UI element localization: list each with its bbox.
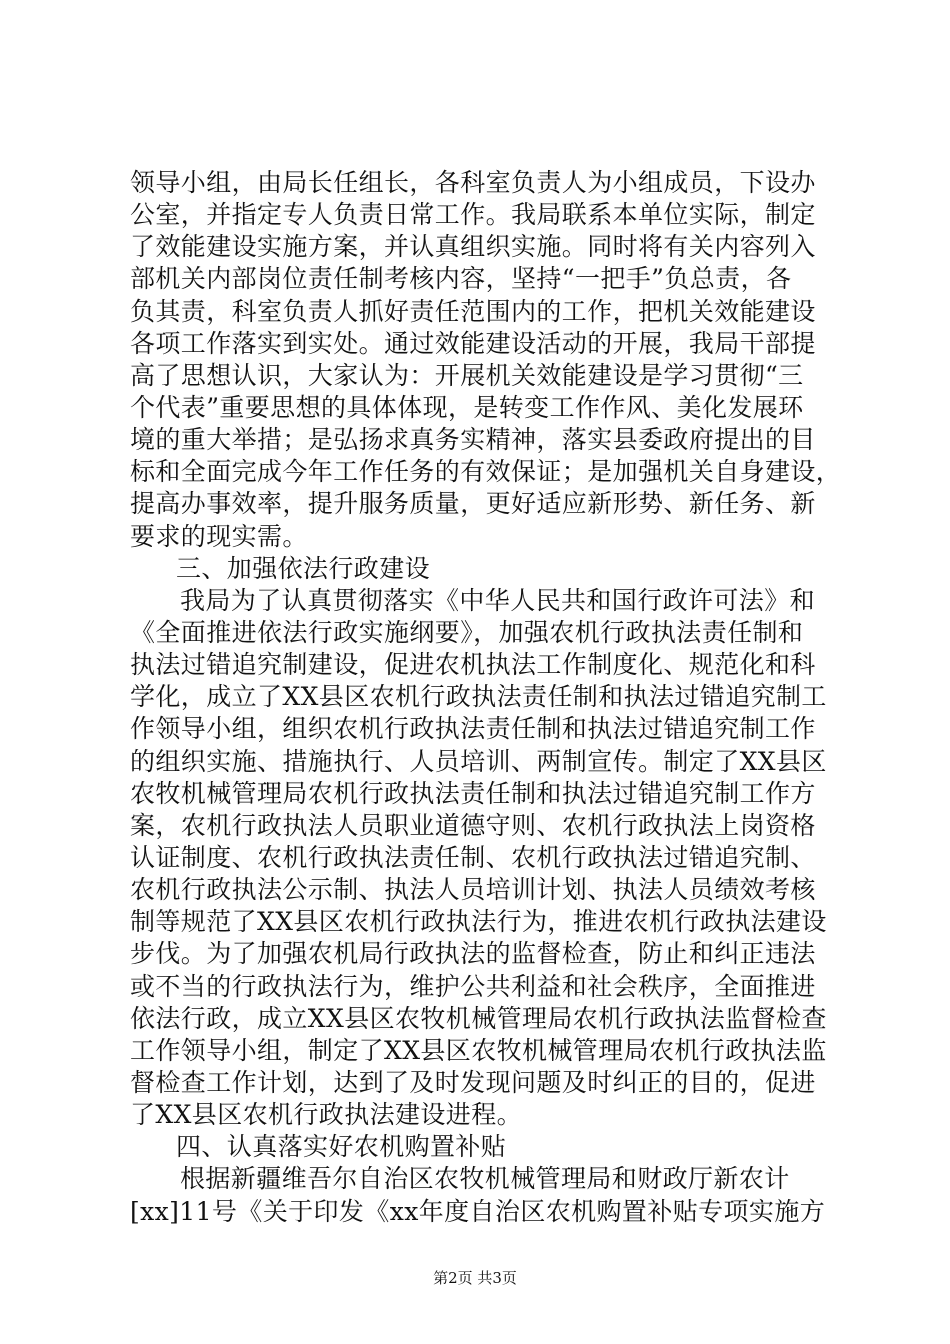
paragraph-start-line: 我局为了认真贯彻落实《中华人民共和国行政许可法》和	[180, 585, 816, 615]
text-line: [xx]11号《关于印发《xx年度自治区农机购置补贴专项实施方	[130, 1196, 826, 1226]
text-line: 制等规范了XX县区农机行政执法行为，推进农机行政执法建设	[130, 907, 827, 937]
text-line: 《全面推进依法行政实施纲要》，加强农机行政执法责任制和	[130, 617, 804, 647]
page-footer	[0, 1268, 950, 1288]
section-heading-3: 三、加强依法行政建设	[176, 553, 431, 583]
text-line: 工作领导小组，制定了XX县区农牧机械管理局农机行政执法监	[130, 1035, 827, 1065]
section-heading-4: 四、认真落实好农机购置补贴	[176, 1132, 507, 1162]
text-line: 境的重大举措；是弘扬求真务实精神，落实县委政府提出的目	[130, 425, 816, 455]
text-line: 领导小组，由局长任组长，各科室负责人为小组成员，下设办	[130, 168, 816, 197]
text-line: 各项工作落实到实处。通过效能建设活动的开展，我局干部提	[130, 328, 816, 358]
text-line: 的组织实施、措施执行、人员培训、两制宣传。制定了XX县区	[130, 746, 827, 776]
text-line: 个代表”重要思想的具体体现，是转变工作作风、美化发展环	[130, 392, 804, 422]
text-line: 农牧机械管理局农机行政执法责任制和执法过错追究制工作方	[130, 778, 816, 808]
text-line: 高了思想认识，大家认为：开展机关效能建设是学习贯彻“三	[130, 360, 804, 390]
paragraph-start-line: 根据新疆维吾尔自治区农牧机械管理局和财政厅新农计	[180, 1164, 790, 1194]
text-line: 部机关内部岗位责任制考核内容，坚持“一把手”负总责，各	[130, 264, 792, 294]
text-line: 依法行政，成立XX县区农牧机械管理局农机行政执法监督检查	[130, 1003, 827, 1033]
text-line: 了效能建设实施方案，并认真组织实施。同时将有关内容列入	[130, 232, 816, 262]
text-line: 督检查工作计划，达到了及时发现问题及时纠正的目的，促进	[130, 1067, 816, 1097]
text-line: 或不当的行政执法行为，维护公共利益和社会秩序，全面推进	[130, 971, 816, 1001]
text-line: 案，农机行政执法人员职业道德守则、农机行政执法上岗资格	[130, 810, 816, 840]
page-number: 第2页 共3页	[433, 1269, 517, 1287]
text-line: 提高办事效率，提升服务质量，更好适应新形势、新任务、新	[130, 489, 816, 519]
text-line: 负其责，科室负责人抓好责任范围内的工作，把机关效能建设	[130, 296, 816, 326]
text-line: 认证制度、农机行政执法责任制、农机行政执法过错追究制、	[130, 842, 816, 872]
text-line: 农机行政执法公示制、执法人员培训计划、执法人员绩效考核	[130, 875, 816, 905]
text-line: 标和全面完成今年工作任务的有效保证；是加强机关自身建设，	[130, 457, 842, 487]
text-line: 公室，并指定专人负责日常工作。我局联系本单位实际，制定	[130, 200, 816, 230]
text-line: 了XX县区农机行政执法建设进程。	[130, 1100, 522, 1130]
document-body	[130, 167, 842, 1228]
text-line: 要求的现实需。	[130, 521, 308, 551]
text-line: 执法过错追究制建设，促进农机执法工作制度化、规范化和科	[130, 650, 816, 680]
text-line: 学化，成立了XX县区农机行政执法责任制和执法过错追究制工	[130, 682, 827, 712]
text-line: 步伐。为了加强农机局行政执法的监督检查，防止和纠正违法	[130, 939, 816, 969]
text-line: 作领导小组，组织农机行政执法责任制和执法过错追究制工作	[130, 714, 816, 744]
